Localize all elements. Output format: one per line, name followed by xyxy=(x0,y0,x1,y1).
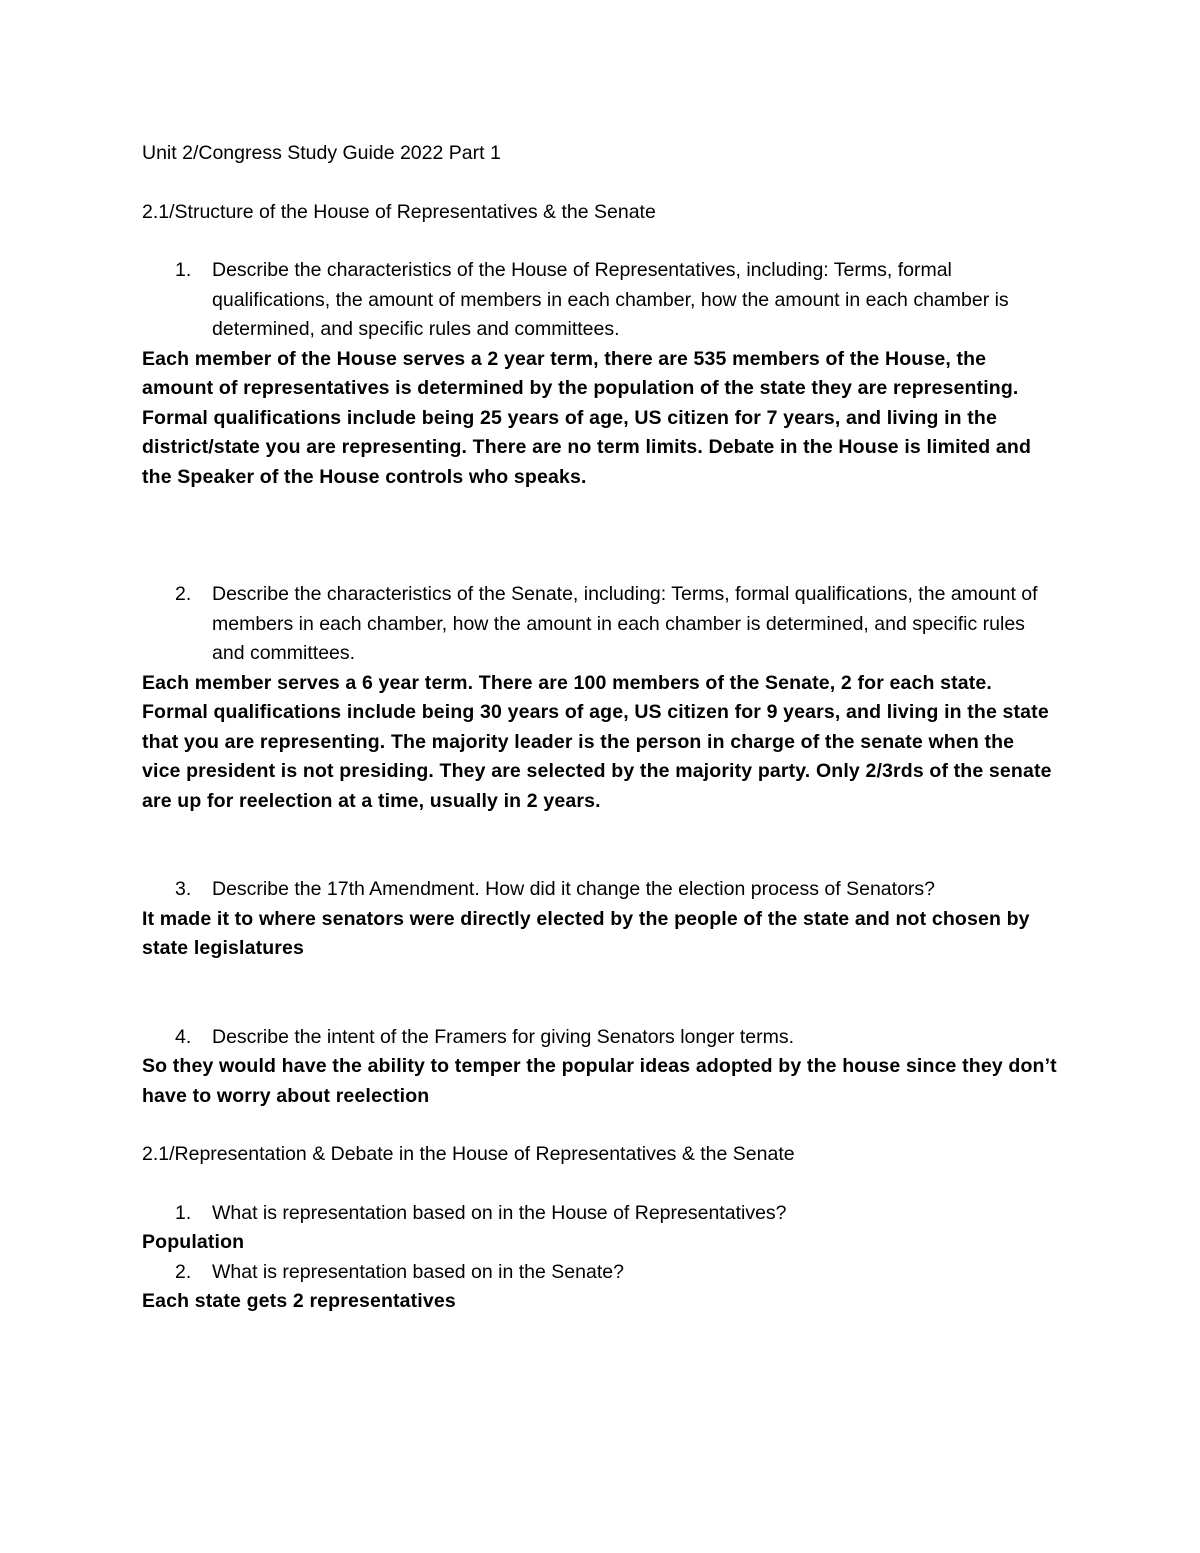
answer-text: Each member serves a 6 year term. There are 100 members of the Senate, 2 for each state. Formal qualifications include being 30 years of age, US citizen for 9 years, and living in the state that you are representing. The majority leader is the person in charge of the senate when the vice president is not presiding. They are selected by the majority party. Only 2/3rds of the senate are up for reelection at a time, usually in 2 years. xyxy=(142,671,1052,812)
question-item xyxy=(142,580,1057,669)
question-item xyxy=(142,875,1057,905)
question-text: What is representation based on in the Senate? xyxy=(212,1260,624,1283)
section-heading-representation: 2.1/Representation & Debate in the House of Representatives & the Senate xyxy=(142,1143,795,1165)
question-number: 1. xyxy=(175,259,192,281)
question-number: 2. xyxy=(175,583,192,605)
question-number: 2. xyxy=(175,1260,192,1283)
answer-text: Each state gets 2 representatives xyxy=(142,1290,456,1312)
question-number: 4. xyxy=(175,1025,192,1048)
answer-text: Population xyxy=(142,1231,245,1253)
question-text: What is representation based on in the House of Representatives? xyxy=(212,1201,787,1224)
question-text: Describe the intent of the Framers for giving Senators longer terms. xyxy=(212,1025,795,1048)
question-text: Describe the 17th Amendment. How did it change the election process of Senators? xyxy=(212,878,936,900)
question-item xyxy=(142,1258,1057,1288)
answer-text: It made it to where senators were directly elected by the people of the state and not chosen by state legislatures xyxy=(142,907,1030,959)
question-number: 3. xyxy=(175,878,192,900)
question-item xyxy=(142,1199,1057,1229)
question-item xyxy=(142,256,1057,345)
question-number: 1. xyxy=(175,1201,192,1224)
question-item xyxy=(142,1023,1057,1053)
answer-text: Each member of the House serves a 2 year term, there are 535 members of the House, the amount of representatives is determined by the population of the state they are representing. Formal qualifications include being 25 years of age, US citizen for 7 years, and living in the district/state you are representing. There are no term limits. Debate in the House is limited and the Speaker of the House controls who speaks. xyxy=(142,347,1032,488)
question-text: Describe the characteristics of the House of Representatives, including: Terms, formal qualifications, the amount of members in each chamber, how the amount in each chamber is determined, and specific rules and committees. xyxy=(212,259,1009,340)
document-body xyxy=(142,139,1057,1317)
question-text: Describe the characteristics of the Senate, including: Terms, formal qualifications, the amount of members in each chamber, how the amount in each chamber is determined, and specific rules and committees. xyxy=(212,583,1038,664)
answer-text: So they would have the ability to temper the popular ideas adopted by the house since they don’t have to worry about reelection xyxy=(142,1055,1057,1107)
document-title: Unit 2/Congress Study Guide 2022 Part 1 xyxy=(142,142,501,164)
section-heading-structure: 2.1/Structure of the House of Representatives & the Senate xyxy=(142,200,656,223)
